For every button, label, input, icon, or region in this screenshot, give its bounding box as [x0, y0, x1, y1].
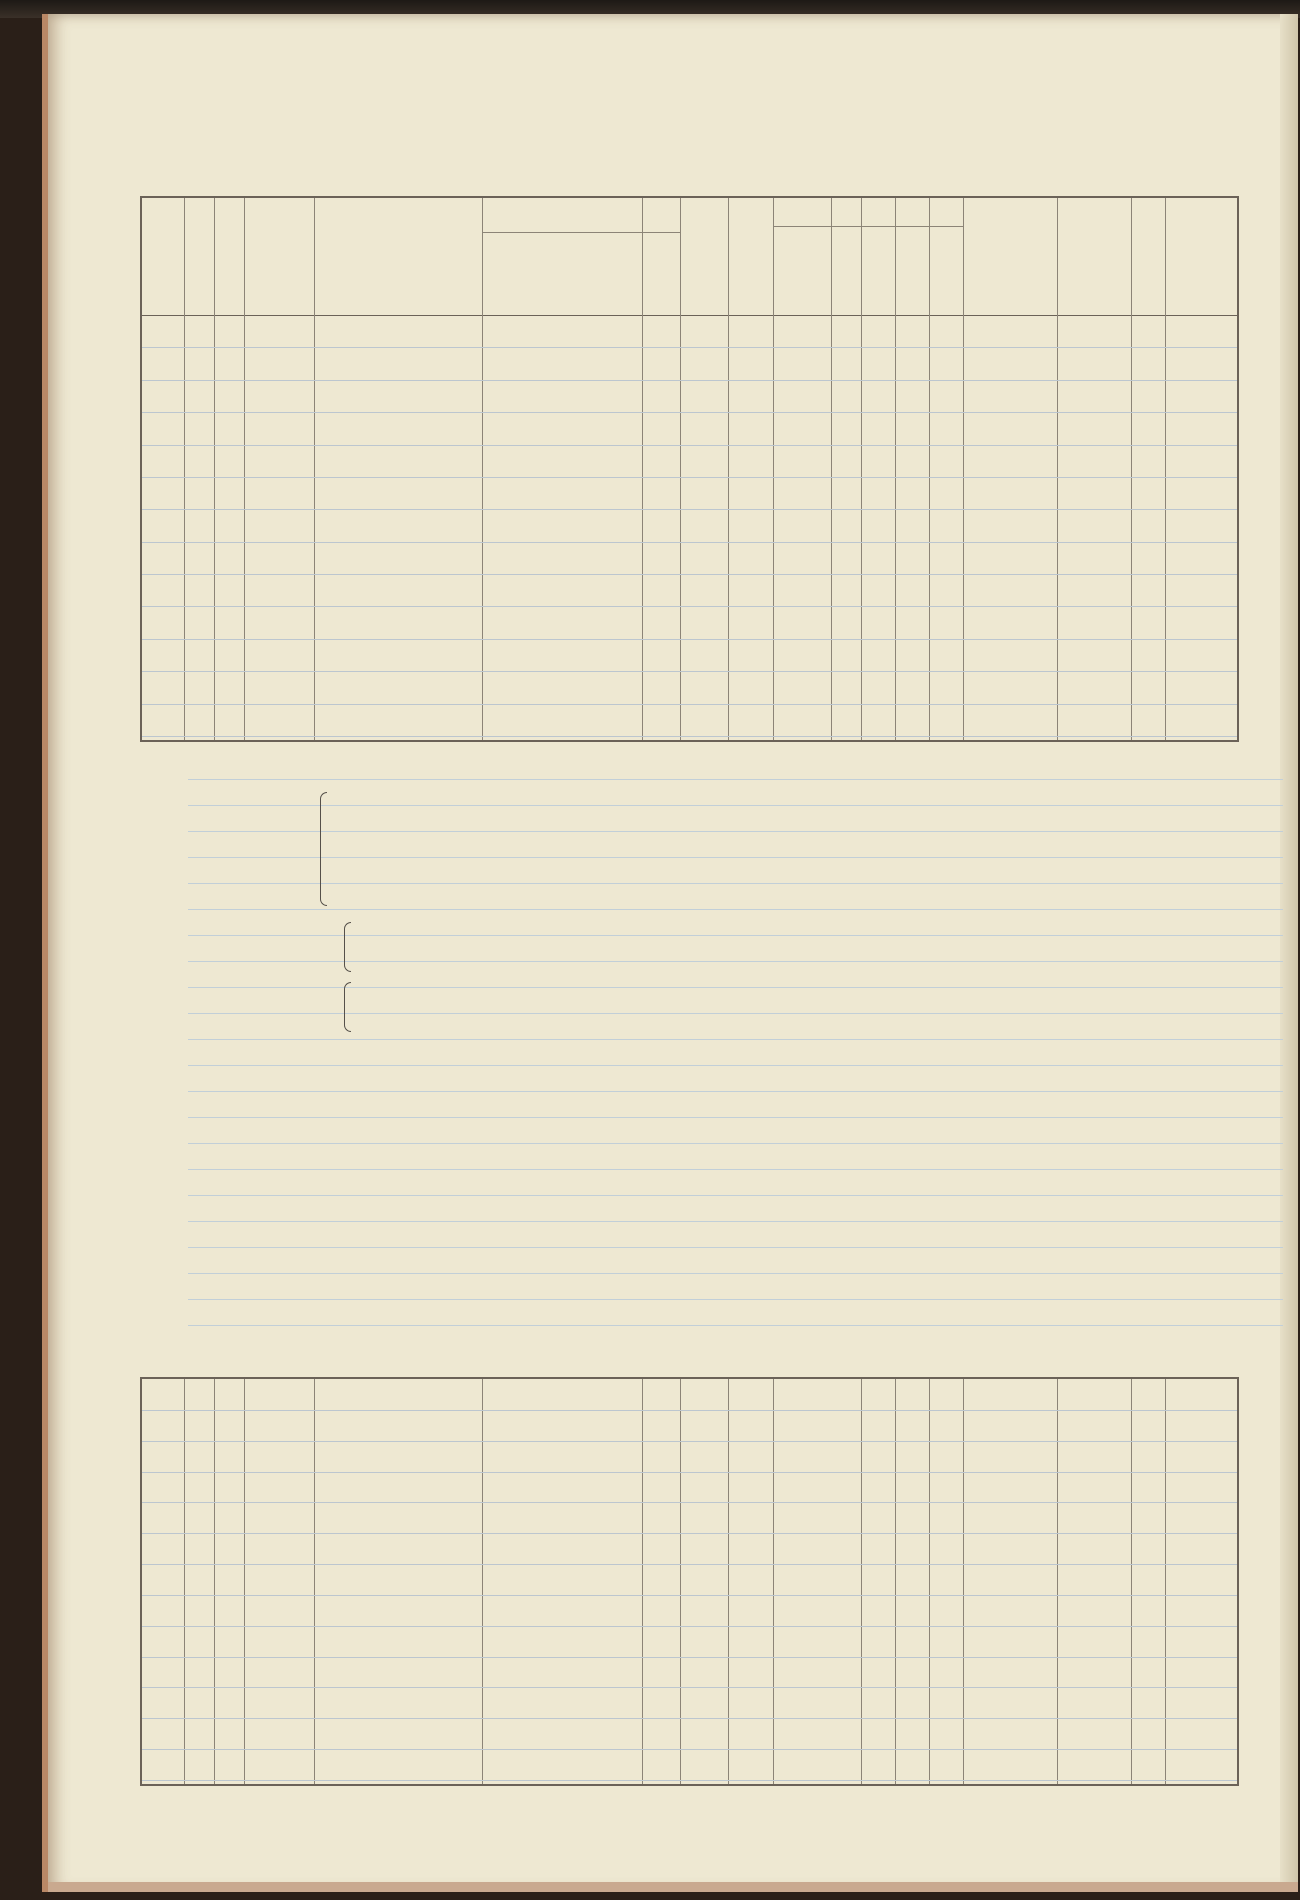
page-bottom-edge [48, 1882, 1298, 1892]
row-rule [142, 1687, 1237, 1688]
ruled-line [188, 1299, 1283, 1300]
column-divider [831, 198, 832, 740]
header-tenths [216, 214, 242, 310]
header-wind-force [644, 214, 678, 310]
row-rule [142, 606, 1237, 607]
row-rule [142, 1780, 1237, 1781]
row-rule [142, 477, 1237, 478]
row-rule [142, 736, 1237, 737]
row-rule [142, 1749, 1237, 1750]
column-divider [963, 198, 964, 740]
row-rule [142, 445, 1237, 446]
row-rule [142, 542, 1237, 543]
row-rule [142, 704, 1237, 705]
row-rule [142, 1472, 1237, 1473]
row-rule [142, 1626, 1237, 1627]
ruled-line [188, 1065, 1283, 1066]
ruled-line [188, 1247, 1283, 1248]
ruled-line [188, 1117, 1283, 1118]
ruled-line [188, 1143, 1283, 1144]
ruled-line [188, 961, 1283, 962]
row-rule [142, 509, 1237, 510]
row-rule [142, 347, 1237, 348]
row-rule [142, 1441, 1237, 1442]
row-rule [142, 1657, 1237, 1658]
row-rule [142, 380, 1237, 381]
ruled-line [188, 1273, 1283, 1274]
column-divider [1165, 198, 1166, 740]
header-water-surface [931, 214, 961, 310]
ruled-line [188, 831, 1283, 832]
header-leeway [730, 214, 771, 310]
row-rule [142, 1595, 1237, 1596]
column-divider [680, 198, 681, 740]
column-divider [773, 198, 774, 740]
ruled-line [188, 909, 1283, 910]
header-knots [186, 214, 212, 310]
ruled-line [188, 1091, 1283, 1092]
ruled-line [188, 1221, 1283, 1222]
column-divider [184, 198, 185, 740]
row-rule [142, 639, 1237, 640]
column-divider [861, 198, 862, 740]
ruled-line [188, 1013, 1283, 1014]
page-edge [1280, 14, 1298, 1892]
brace [320, 792, 327, 906]
column-divider [929, 198, 930, 740]
ruled-line [188, 1325, 1283, 1326]
ruled-line [188, 1169, 1283, 1170]
log-page [42, 14, 1298, 1892]
row-rule [142, 1410, 1237, 1411]
header-heel [682, 214, 726, 310]
ruled-line [188, 1039, 1283, 1040]
column-divider [728, 198, 729, 740]
header-air-wet [897, 214, 927, 310]
column-divider [314, 198, 315, 740]
header-clear-sky [1133, 214, 1163, 310]
row-rule [142, 574, 1237, 575]
ruled-line [188, 779, 1283, 780]
row-rule [142, 1533, 1237, 1534]
column-divider [1057, 198, 1058, 740]
column-divider [895, 198, 896, 740]
header-air-dry [863, 214, 893, 310]
header-hour [144, 214, 182, 310]
row-rule [142, 671, 1237, 672]
column-divider [214, 198, 215, 740]
brace [344, 922, 351, 972]
row-rule [142, 1718, 1237, 1719]
ruled-line [188, 987, 1283, 988]
row-rule [142, 412, 1237, 413]
brace [344, 982, 351, 1032]
ruled-line [188, 1195, 1283, 1196]
row-rule [142, 1502, 1237, 1503]
ruled-line [188, 857, 1283, 858]
header-sea [1167, 214, 1235, 310]
pm-log-table [140, 1377, 1239, 1786]
column-divider [482, 198, 483, 740]
ruled-line [188, 805, 1283, 806]
column-divider [642, 198, 643, 740]
column-divider [244, 198, 245, 740]
column-divider [1131, 198, 1132, 740]
wind-group-line [482, 232, 680, 233]
ruled-line [188, 935, 1283, 936]
am-log-table [140, 196, 1239, 742]
row-rule [142, 1564, 1237, 1565]
ruled-line [188, 883, 1283, 884]
temp-group-line [773, 226, 963, 227]
